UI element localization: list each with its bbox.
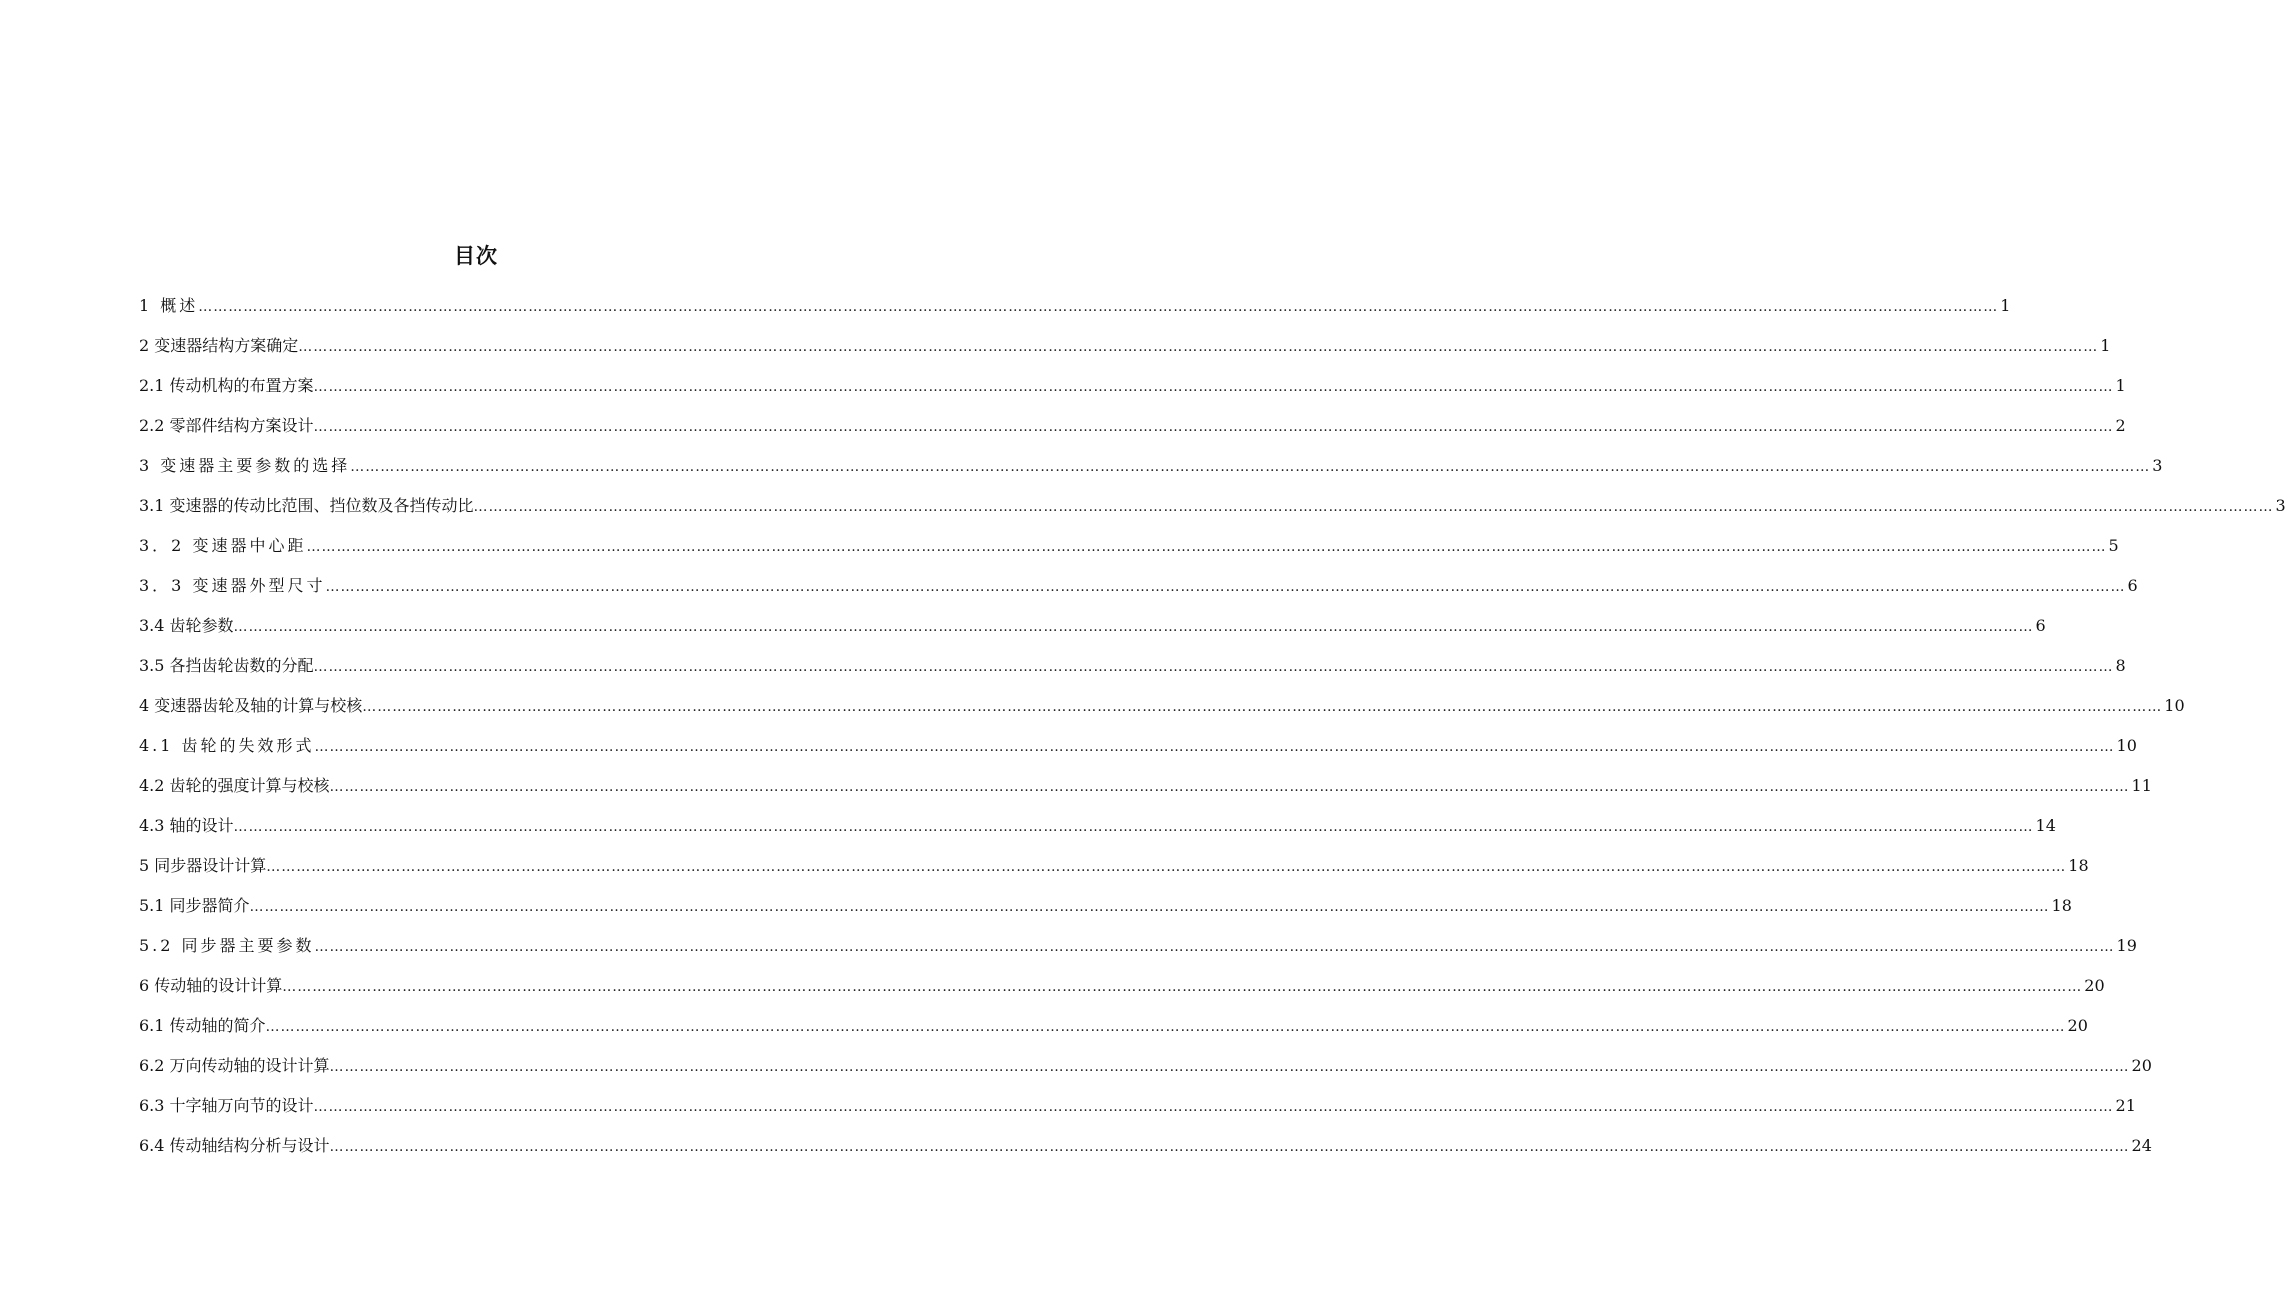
- toc-entry-page-number: 20: [2131, 1056, 2152, 1075]
- toc-dot-leader: ………………………………………………………………………………………………………………………………………………………………………………………………………………………………………………………………………………………………………………………………: [313, 1099, 2114, 1115]
- toc-entry-page-number: 10: [2116, 736, 2137, 755]
- toc-entry-page-number: 19: [2116, 936, 2137, 955]
- toc-entry-page-number: 2: [2115, 416, 2126, 435]
- toc-entry-page-number: 20: [2084, 976, 2105, 995]
- toc-entry-label: 2.2 零部件结构方案设计: [139, 416, 314, 435]
- toc-dot-leader: ………………………………………………………………………………………………………………………………………………………………………………………………………………………………………………………………………………………………………………………………: [298, 339, 2099, 355]
- toc-dot-leader: ………………………………………………………………………………………………………………………………………………………………………………………………………………………………………………………………………………………………………………………………: [282, 979, 2083, 995]
- toc-entry[interactable]: [139, 732, 2137, 772]
- toc-entry-page-number: 5: [2108, 536, 2119, 555]
- toc-entry-label: 3 变速器主要参数的选择: [139, 456, 351, 475]
- toc-entry[interactable]: [139, 1012, 2088, 1052]
- toc-entry[interactable]: [139, 692, 2185, 732]
- toc-entry-page-number: 18: [2051, 896, 2072, 915]
- toc-dot-leader: ………………………………………………………………………………………………………………………………………………………………………………………………………………………………………………………………………………………………………………………………: [198, 299, 1999, 315]
- toc-entry-page-number: 6: [2127, 576, 2138, 595]
- toc-entry-page-number: 14: [2035, 816, 2056, 835]
- toc-dot-leader: ………………………………………………………………………………………………………………………………………………………………………………………………………………………………………………………………………………………………………………………………: [329, 1139, 2130, 1155]
- toc-dot-leader: ………………………………………………………………………………………………………………………………………………………………………………………………………………………………………………………………………………………………………………………………: [265, 1019, 2066, 1035]
- toc-entry[interactable]: [139, 412, 2126, 452]
- toc-title: 目次: [454, 244, 498, 268]
- toc-entry-label: 3．2 变速器中心距: [139, 536, 307, 555]
- toc-entry-label: 4.3 轴的设计: [139, 816, 234, 835]
- toc-entry[interactable]: [139, 652, 2126, 692]
- toc-entry[interactable]: [139, 612, 2046, 652]
- toc-entry[interactable]: [139, 292, 2011, 332]
- toc-entry-label: 6.1 传动轴的简介: [139, 1016, 266, 1035]
- toc-entry-label: 3.4 齿轮参数: [139, 616, 234, 635]
- toc-entry[interactable]: [139, 492, 2286, 532]
- toc-entry-label: 6.2 万向传动轴的设计计算: [139, 1056, 330, 1075]
- toc-entry-label: 3．3 变速器外型尺寸: [139, 576, 326, 595]
- toc-entry-label: 5.2 同步器主要参数: [139, 936, 315, 955]
- toc-dot-leader: ………………………………………………………………………………………………………………………………………………………………………………………………………………………………………………………………………………………………………………………………: [313, 659, 2114, 675]
- toc-entry-page-number: 1: [2115, 376, 2126, 395]
- toc-dot-leader: ………………………………………………………………………………………………………………………………………………………………………………………………………………………………………………………………………………………………………………………………: [325, 579, 2126, 595]
- toc-entry-label: 2 变速器结构方案确定: [139, 336, 299, 355]
- toc-entry-page-number: 3: [2152, 456, 2163, 475]
- toc-entry-label: 5 同步器设计计算: [139, 856, 267, 875]
- toc-entry-page-number: 8: [2115, 656, 2126, 675]
- toc-entry[interactable]: [139, 1132, 2152, 1172]
- toc-entry[interactable]: [139, 932, 2137, 972]
- toc-dot-leader: ………………………………………………………………………………………………………………………………………………………………………………………………………………………………………………………………………………………………………………………………: [233, 819, 2034, 835]
- toc-dot-leader: ………………………………………………………………………………………………………………………………………………………………………………………………………………………………………………………………………………………………………………………………: [350, 459, 2151, 475]
- toc-entry[interactable]: [139, 972, 2105, 1012]
- toc-entry-page-number: 11: [2131, 776, 2152, 795]
- toc-dot-leader: ………………………………………………………………………………………………………………………………………………………………………………………………………………………………………………………………………………………………………………………………: [473, 499, 2274, 515]
- toc-entry[interactable]: [139, 1092, 2136, 1132]
- toc-entry-page-number: 1: [2100, 336, 2111, 355]
- toc-dot-leader: ………………………………………………………………………………………………………………………………………………………………………………………………………………………………………………………………………………………………………………………………: [313, 379, 2114, 395]
- toc-entry[interactable]: [139, 372, 2126, 412]
- toc-entry-page-number: 20: [2067, 1016, 2088, 1035]
- toc-entry[interactable]: [139, 772, 2152, 812]
- toc-entry-page-number: 1: [2000, 296, 2011, 315]
- toc-entry-label: 6.3 十字轴万向节的设计: [139, 1096, 314, 1115]
- toc-entry[interactable]: [139, 532, 2119, 572]
- toc-entry-label: 2.1 传动机构的布置方案: [139, 376, 314, 395]
- toc-dot-leader: ………………………………………………………………………………………………………………………………………………………………………………………………………………………………………………………………………………………………………………………………: [314, 939, 2115, 955]
- toc-entry[interactable]: [139, 452, 2163, 492]
- toc-entry-label: 5.1 同步器简介: [139, 896, 250, 915]
- toc-entry-label: 6 传动轴的设计计算: [139, 976, 283, 995]
- toc-entry-label: 3.1 变速器的传动比范围、挡位数及各挡传动比: [139, 496, 474, 515]
- toc-entry-page-number: 18: [2068, 856, 2089, 875]
- toc-entry[interactable]: [139, 852, 2089, 892]
- toc-entry-page-number: 6: [2035, 616, 2046, 635]
- toc-dot-leader: ………………………………………………………………………………………………………………………………………………………………………………………………………………………………………………………………………………………………………………………………: [362, 699, 2163, 715]
- toc-dot-leader: ………………………………………………………………………………………………………………………………………………………………………………………………………………………………………………………………………………………………………………………………: [314, 739, 2115, 755]
- toc-entry-label: 6.4 传动轴结构分析与设计: [139, 1136, 330, 1155]
- toc-entry[interactable]: [139, 1052, 2152, 1092]
- toc-dot-leader: ………………………………………………………………………………………………………………………………………………………………………………………………………………………………………………………………………………………………………………………………: [266, 859, 2067, 875]
- toc-entry-label: 1 概述: [139, 296, 199, 315]
- toc-entry-page-number: 21: [2115, 1096, 2136, 1115]
- toc-entry-label: 4.2 齿轮的强度计算与校核: [139, 776, 330, 795]
- toc-entry[interactable]: [139, 812, 2056, 852]
- toc-entry-label: 4.1 齿轮的失效形式: [139, 736, 315, 755]
- toc-list: [139, 292, 2286, 1172]
- toc-entry-page-number: 24: [2131, 1136, 2152, 1155]
- toc-dot-leader: ………………………………………………………………………………………………………………………………………………………………………………………………………………………………………………………………………………………………………………………………: [249, 899, 2050, 915]
- toc-entry[interactable]: [139, 332, 2111, 372]
- toc-dot-leader: ………………………………………………………………………………………………………………………………………………………………………………………………………………………………………………………………………………………………………………………………: [329, 1059, 2130, 1075]
- toc-entry-label: 3.5 各挡齿轮齿数的分配: [139, 656, 314, 675]
- toc-dot-leader: ………………………………………………………………………………………………………………………………………………………………………………………………………………………………………………………………………………………………………………………………: [313, 419, 2114, 435]
- toc-dot-leader: ………………………………………………………………………………………………………………………………………………………………………………………………………………………………………………………………………………………………………………………………: [329, 779, 2130, 795]
- toc-entry[interactable]: [139, 892, 2072, 932]
- toc-entry-page-number: 3: [2275, 496, 2286, 515]
- toc-dot-leader: ………………………………………………………………………………………………………………………………………………………………………………………………………………………………………………………………………………………………………………………………: [306, 539, 2107, 555]
- toc-entry-label: 4 变速器齿轮及轴的计算与校核: [139, 696, 363, 715]
- toc-entry-page-number: 10: [2164, 696, 2185, 715]
- toc-entry[interactable]: [139, 572, 2138, 612]
- toc-dot-leader: ………………………………………………………………………………………………………………………………………………………………………………………………………………………………………………………………………………………………………………………………: [233, 619, 2034, 635]
